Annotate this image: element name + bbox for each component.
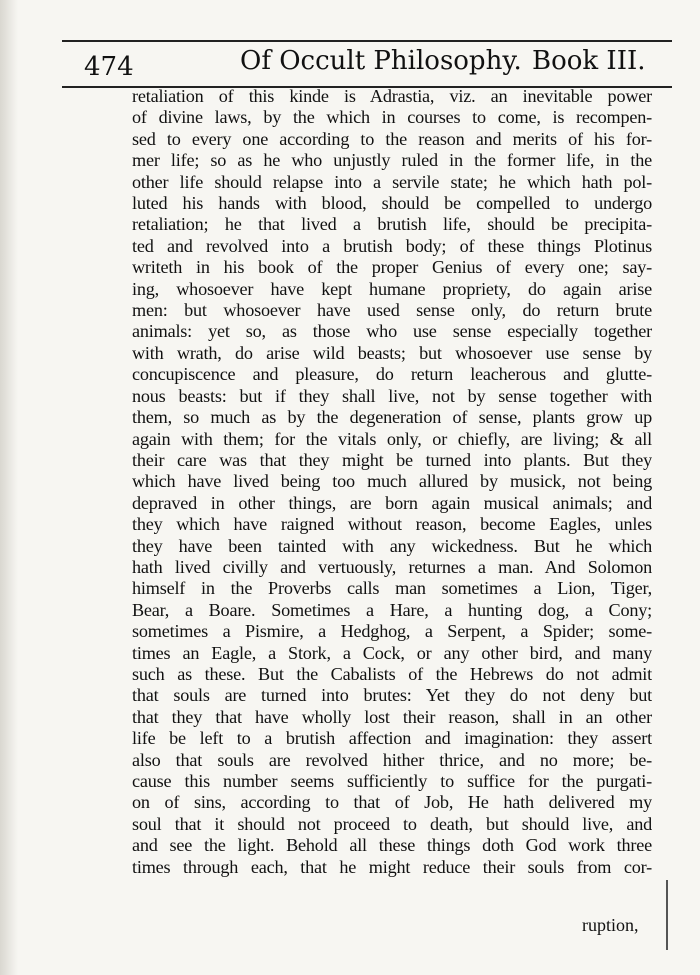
text-line: soul that it should not proceed to death, but should live, and bbox=[132, 813, 652, 834]
page-number: 474 bbox=[84, 52, 134, 82]
text-line: that souls are turned into brutes: Yet they do not deny but bbox=[132, 685, 652, 706]
text-line: of divine laws, by the which in courses to come, is recompen- bbox=[132, 107, 652, 128]
text-line: retaliation of this kinde is Adrastia, viz. an inevitable power bbox=[132, 86, 652, 106]
text-line: their care was that they might be turned into plants. But they bbox=[132, 449, 652, 470]
text-line: them, so much as by the degeneration of sense, plants grow up bbox=[132, 407, 652, 428]
text-line: times through each, that he might reduce their souls from cor- bbox=[132, 856, 652, 877]
text-line: also that souls are revolved hither thrice, and no more; be- bbox=[132, 749, 652, 770]
text-line: luted his hands with blood, should be compelled to undergo bbox=[132, 193, 652, 214]
text-line: himself in the Proverbs calls man sometimes a Lion, Tiger, bbox=[132, 578, 652, 599]
text-line: nous beasts: but if they shall live, not by sense together with bbox=[132, 385, 652, 406]
text-line: sometimes a Pismire, a Hedghog, a Serpent, a Spider; some- bbox=[132, 621, 652, 642]
text-line: depraved in other things, are born again musical animals; and bbox=[132, 492, 652, 513]
text-line: which have lived being too much allured by musick, not being bbox=[132, 471, 652, 492]
body-text bbox=[132, 86, 652, 878]
text-line: and see the light. Behold all these things doth God work three bbox=[132, 835, 652, 856]
catchword: ruption, bbox=[582, 915, 639, 935]
page-edge-shadow bbox=[0, 0, 18, 975]
text-line: concupiscence and pleasure, do return leacherous and glutte- bbox=[132, 364, 652, 385]
text-line: such as these. But the Cabalists of the Hebrews do not admit bbox=[132, 663, 652, 684]
top-rule bbox=[62, 40, 672, 42]
text-line: they which have raigned without reason, become Eagles, unles bbox=[132, 514, 652, 535]
text-line: mer life; so as he who unjustly ruled in the former life, in the bbox=[132, 150, 652, 171]
text-line: that they that have wholly lost their reason, shall in an other bbox=[132, 706, 652, 727]
text-line: writeth in his book of the proper Genius of every one; say- bbox=[132, 257, 652, 278]
text-line: cause this number seems sufficiently to suffice for the purgati- bbox=[132, 771, 652, 791]
text-line: ing, whosoever have kept humane propriety, do again arise bbox=[132, 278, 652, 299]
text-line: with wrath, do arise wild beasts; but whosoever use sense by bbox=[132, 342, 652, 363]
text-line: retaliation; he that lived a brutish life, should be precipita- bbox=[132, 214, 652, 235]
text-line: animals: yet so, as those who use sense especially together bbox=[132, 321, 652, 342]
text-line: life be left to a brutish affection and imagination: they assert bbox=[132, 728, 652, 749]
text-line: on of sins, according to that of Job, He hath delivered my bbox=[132, 792, 652, 813]
text-line: they have been tainted with any wickedness. But he which bbox=[132, 535, 652, 556]
text-line: sed to every one according to the reason and merits of his for- bbox=[132, 128, 652, 149]
text-line: other life should relapse into a servile state; he which hath pol- bbox=[132, 171, 652, 192]
gutter-mark bbox=[666, 880, 668, 950]
text-line: men: but whosoever have used sense only, do return brute bbox=[132, 300, 652, 321]
text-line: hath lived civilly and vertuously, returnes a man. And Solomon bbox=[132, 556, 652, 577]
text-line: Bear, a Boare. Sometimes a Hare, a hunting dog, a Cony; bbox=[132, 599, 652, 620]
text-line: again with them; for the vitals only, or chiefly, are living; & all bbox=[132, 428, 652, 449]
running-title: Of Occult Philosophy. bbox=[240, 46, 522, 76]
text-line: ted and revolved into a brutish body; of these things Plotinus bbox=[132, 235, 652, 256]
text-line: times an Eagle, a Stork, a Cock, or any other bird, and many bbox=[132, 642, 652, 663]
book-label: Book III. bbox=[532, 46, 646, 76]
